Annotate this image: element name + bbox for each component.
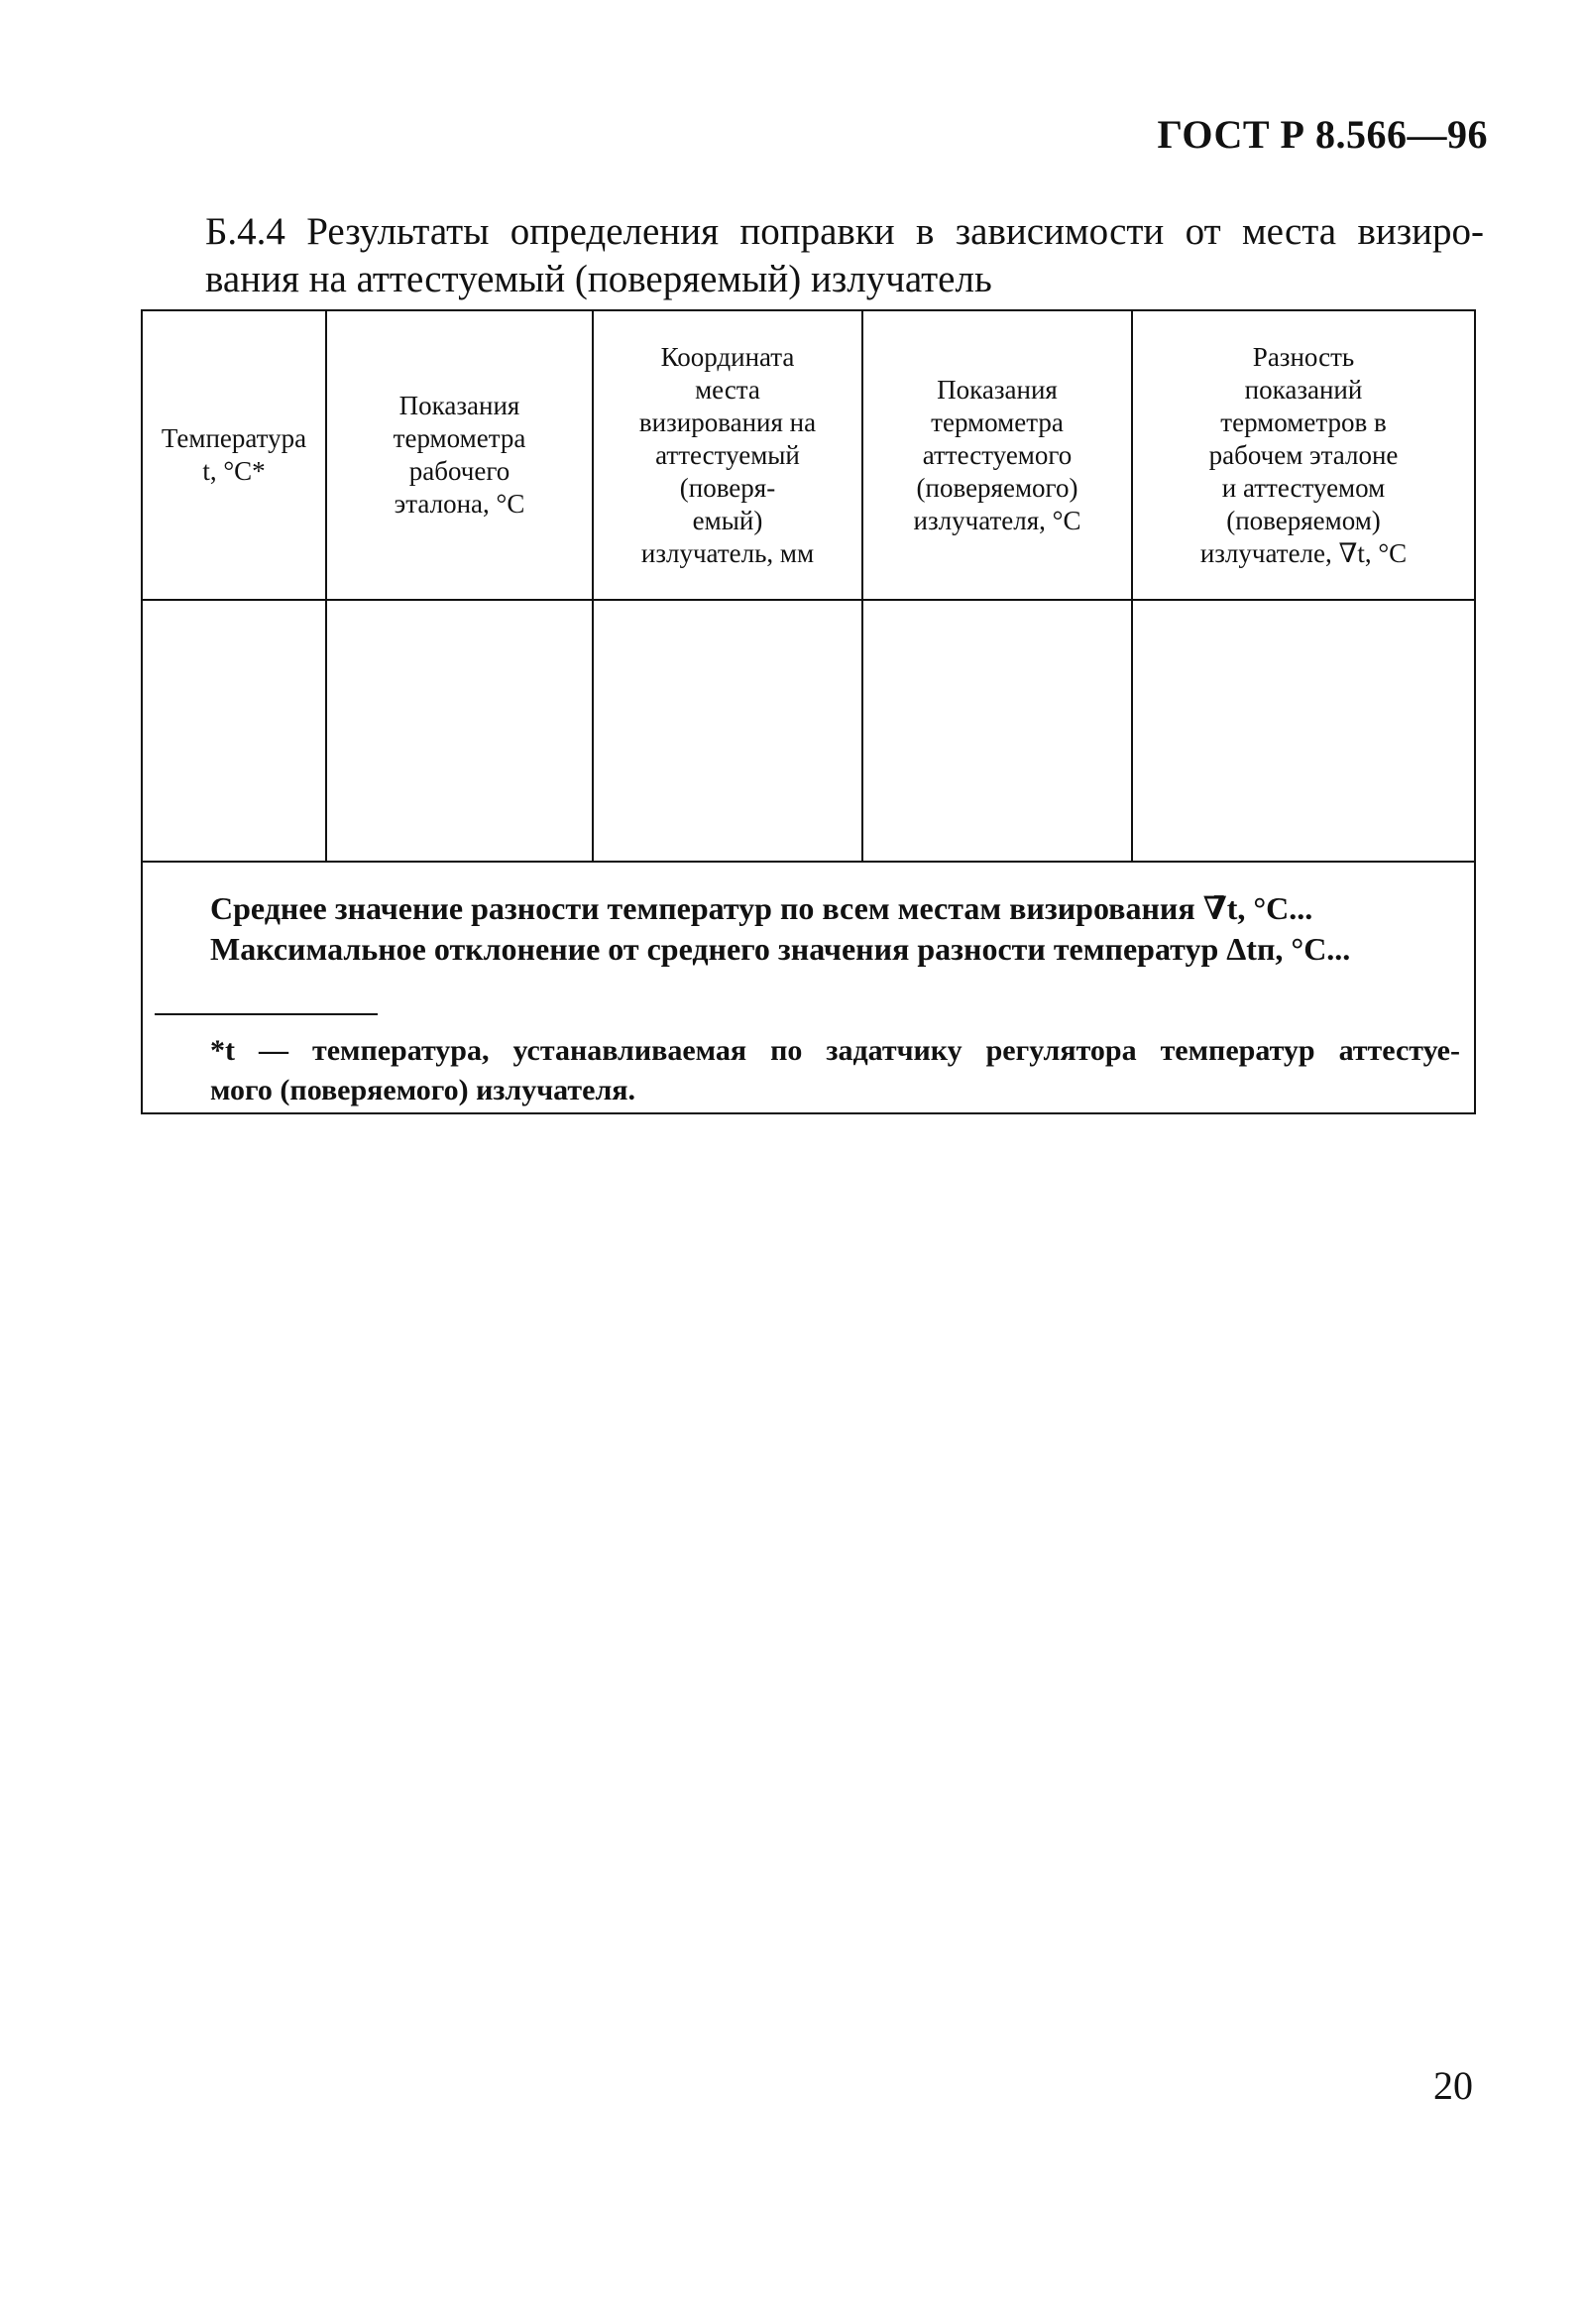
standard-number: ГОСТ Р 8.566—96: [1157, 112, 1488, 157]
mean-difference-line: Среднее значение разности температур по всем местам визирования ∇̄t, °С...: [210, 890, 1313, 926]
section-title-line-2: вания на аттестуемый (поверяемый) излучатель: [205, 258, 992, 300]
column-header-temperature: Температура t, °С*: [143, 311, 326, 600]
section-title-line-1: Б.4.4 Результаты определения поправки в зависимости от места визиро-: [205, 210, 1484, 253]
column-header-sighting-coordinate: Координата места визирования на аттестуемый (поверя- емый) излучатель, мм: [593, 311, 862, 600]
table-cell: [593, 600, 862, 862]
table-header-row: [143, 311, 1474, 600]
results-table-frame: [141, 309, 1476, 1114]
results-table: [143, 311, 1474, 863]
table-cell: [862, 600, 1132, 862]
footnote-line-1: *t — температура, устанавливаемая по задатчику регулятора температур аттестуе-: [210, 1034, 1460, 1067]
column-header-tested-thermometer: Показания термометра аттестуемого (поверяемого) излучателя, °С: [862, 311, 1132, 600]
summary-block: [143, 863, 1474, 970]
table-cell: [326, 600, 593, 862]
page-number: 20: [1433, 2063, 1473, 2108]
column-header-reference-thermometer: Показания термометра рабочего эталона, °С: [326, 311, 593, 600]
footnote: [143, 1015, 1474, 1110]
column-header-difference: Разность показаний термометров в рабочем эталоне и аттестуемом (поверяемом) излучателе, ∇t, °С: [1132, 311, 1474, 600]
table-cell: [143, 600, 326, 862]
table-row: [143, 600, 1474, 862]
section-title: [205, 208, 1484, 303]
footnote-line-2: мого (поверяемого) излучателя.: [210, 1074, 636, 1106]
table-cell: [1132, 600, 1474, 862]
max-deviation-line: Максимальное отклонение от среднего значения разности температур Δtп, °С...: [210, 931, 1351, 967]
